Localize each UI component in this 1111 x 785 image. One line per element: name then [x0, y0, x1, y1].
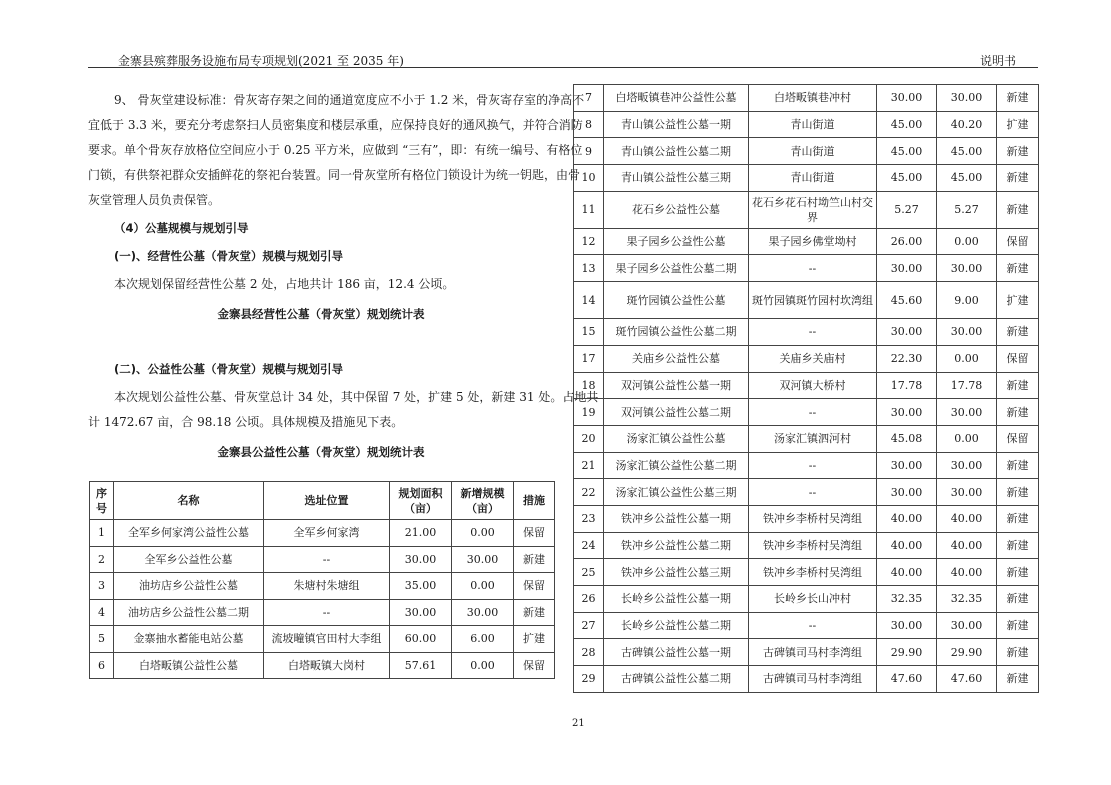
- cell-new: 30.00: [937, 479, 997, 506]
- cell-seq: 24: [574, 532, 604, 559]
- header-measure: 措施: [514, 482, 555, 520]
- table-header-row: [90, 482, 555, 520]
- cell-measure: 新建: [514, 599, 555, 626]
- cell-site: 铁冲乡李桥村吴湾组: [749, 532, 877, 559]
- cell-seq: 3: [90, 573, 114, 600]
- sub2-line-2: 计 1472.67 亩，合 98.18 公顷。具体规模及措施见下表。: [88, 415, 404, 429]
- cell-new: 17.78: [937, 372, 997, 399]
- cell-measure: 新建: [997, 612, 1039, 639]
- cell-seq: 20: [574, 425, 604, 452]
- cell-measure: 新建: [997, 165, 1039, 192]
- cell-site: 青山街道: [749, 138, 877, 165]
- cell-measure: 新建: [997, 479, 1039, 506]
- cell-area: 35.00: [390, 573, 452, 600]
- header-rule: [88, 67, 1038, 68]
- document-type: 说明书: [980, 54, 1017, 68]
- cell-seq: 15: [574, 319, 604, 346]
- cell-measure: 扩建: [997, 111, 1039, 138]
- cell-seq: 12: [574, 228, 604, 255]
- cell-measure: 保留: [997, 425, 1039, 452]
- cell-name: 青山镇公益性公墓一期: [604, 111, 749, 138]
- cell-site: 斑竹园镇斑竹园村坎湾组: [749, 282, 877, 319]
- table-row: [574, 138, 1039, 165]
- cell-seq: 25: [574, 559, 604, 586]
- document-title: 金寨县殡葬服务设施布局专项规划(2021 至 2035 年): [118, 54, 404, 68]
- cell-new: 0.00: [452, 520, 514, 547]
- cell-new: 30.00: [937, 612, 997, 639]
- cell-measure: 保留: [997, 228, 1039, 255]
- cell-area: 30.00: [390, 546, 452, 573]
- cell-site: --: [749, 479, 877, 506]
- cell-area: 17.78: [877, 372, 937, 399]
- cell-measure: 新建: [997, 138, 1039, 165]
- cell-seq: 27: [574, 612, 604, 639]
- table-row: [574, 505, 1039, 532]
- section-4-heading: （4）公墓规模与规划引导: [114, 221, 249, 235]
- table-row: [574, 452, 1039, 479]
- cell-area: 45.00: [877, 138, 937, 165]
- cell-name: 古碑镇公益性公墓二期: [604, 666, 749, 693]
- cell-new: 5.27: [937, 191, 997, 228]
- cell-measure: 新建: [997, 452, 1039, 479]
- cell-site: 铁冲乡李桥村吴湾组: [749, 505, 877, 532]
- cell-name: 油坊店乡公益性公墓二期: [114, 599, 264, 626]
- cell-name: 花石乡公益性公墓: [604, 191, 749, 228]
- cell-measure: 保留: [514, 573, 555, 600]
- cell-area: 21.00: [390, 520, 452, 547]
- cell-seq: 5: [90, 626, 114, 653]
- cell-new: 0.00: [937, 228, 997, 255]
- header-site: 选址位置: [264, 482, 390, 520]
- cell-name: 白塔畈镇巷冲公益性公墓: [604, 85, 749, 112]
- cell-measure: 扩建: [514, 626, 555, 653]
- cell-new: 45.00: [937, 165, 997, 192]
- cell-measure: 新建: [997, 399, 1039, 426]
- cell-new: 32.35: [937, 586, 997, 613]
- table-row: [574, 228, 1039, 255]
- cell-measure: 新建: [997, 85, 1039, 112]
- cell-area: 45.60: [877, 282, 937, 319]
- cell-measure: 扩建: [997, 282, 1039, 319]
- cell-new: 40.00: [937, 505, 997, 532]
- cell-measure: 新建: [997, 255, 1039, 282]
- cell-site: 全军乡何家湾: [264, 520, 390, 547]
- header-new-scale: 新增规模（亩）: [452, 482, 514, 520]
- cell-area: 29.90: [877, 639, 937, 666]
- table-row: [574, 191, 1039, 228]
- cell-new: 6.00: [452, 626, 514, 653]
- cell-seq: 21: [574, 452, 604, 479]
- cell-measure: 保留: [997, 345, 1039, 372]
- public-cemetery-table-part1: [89, 481, 555, 679]
- cell-seq: 9: [574, 138, 604, 165]
- cell-site: 青山街道: [749, 165, 877, 192]
- table-row: [90, 626, 555, 653]
- table2-title: 金寨县公益性公墓（骨灰堂）规划统计表: [217, 445, 425, 459]
- table-row: [574, 255, 1039, 282]
- cell-name: 全军乡公益性公墓: [114, 546, 264, 573]
- cell-seq: 10: [574, 165, 604, 192]
- table-row: [574, 319, 1039, 346]
- table-row: [574, 345, 1039, 372]
- cell-measure: 新建: [997, 532, 1039, 559]
- cell-site: 关庙乡关庙村: [749, 345, 877, 372]
- cell-name: 长岭乡公益性公墓二期: [604, 612, 749, 639]
- cell-new: 0.00: [452, 573, 514, 600]
- cell-seq: 8: [574, 111, 604, 138]
- cell-seq: 13: [574, 255, 604, 282]
- table-row: [90, 599, 555, 626]
- table-row: [574, 111, 1039, 138]
- cell-seq: 19: [574, 399, 604, 426]
- cell-measure: 保留: [514, 520, 555, 547]
- cell-site: 白塔畈镇巷冲村: [749, 85, 877, 112]
- item9-line-4: 门锁，有供祭祀群众安插鲜花的祭祀台装置。同一骨灰堂所有格位门锁设计为统一钥匙，由骨: [88, 168, 581, 182]
- cell-name: 双河镇公益性公墓一期: [604, 372, 749, 399]
- cell-area: 45.00: [877, 111, 937, 138]
- cell-area: 30.00: [877, 399, 937, 426]
- cell-new: 29.90: [937, 639, 997, 666]
- cell-site: 流坡疃镇官田村大李组: [264, 626, 390, 653]
- item9-line-1: 9、 骨灰堂建设标准：骨灰寄存架之间的通道宽度应不小于 1.2 米，骨灰寄存室的净高不: [114, 93, 585, 107]
- cell-name: 白塔畈镇公益性公墓: [114, 652, 264, 679]
- cell-site: 汤家汇镇泗河村: [749, 425, 877, 452]
- table-row: [574, 372, 1039, 399]
- cell-seq: 11: [574, 191, 604, 228]
- item9-line-5: 灰堂管理人员负责保管。: [88, 193, 221, 207]
- cell-area: 45.00: [877, 165, 937, 192]
- cell-area: 30.00: [390, 599, 452, 626]
- cell-new: 30.00: [937, 399, 997, 426]
- cell-name: 果子园乡公益性公墓二期: [604, 255, 749, 282]
- cell-name: 斑竹园镇公益性公墓: [604, 282, 749, 319]
- cell-seq: 4: [90, 599, 114, 626]
- cell-name: 青山镇公益性公墓三期: [604, 165, 749, 192]
- cell-area: 40.00: [877, 559, 937, 586]
- cell-name: 金寨抽水蓄能电站公墓: [114, 626, 264, 653]
- table-row: [574, 586, 1039, 613]
- cell-area: 32.35: [877, 586, 937, 613]
- public-cemetery-table-part2: [573, 84, 1039, 693]
- table-row: [574, 282, 1039, 319]
- cell-site: 朱塘村朱塘组: [264, 573, 390, 600]
- cell-site: --: [749, 452, 877, 479]
- cell-name: 长岭乡公益性公墓一期: [604, 586, 749, 613]
- cell-seq: 2: [90, 546, 114, 573]
- cell-site: 果子园乡佛堂坳村: [749, 228, 877, 255]
- table-row: [574, 425, 1039, 452]
- cell-name: 汤家汇镇公益性公墓: [604, 425, 749, 452]
- cell-new: 0.00: [937, 425, 997, 452]
- cell-area: 26.00: [877, 228, 937, 255]
- cell-area: 5.27: [877, 191, 937, 228]
- cell-seq: 22: [574, 479, 604, 506]
- cell-seq: 18: [574, 372, 604, 399]
- cell-area: 30.00: [877, 452, 937, 479]
- cell-new: 30.00: [452, 546, 514, 573]
- cell-site: --: [749, 399, 877, 426]
- cell-new: 30.00: [452, 599, 514, 626]
- cell-name: 铁冲乡公益性公墓三期: [604, 559, 749, 586]
- cell-name: 铁冲乡公益性公墓一期: [604, 505, 749, 532]
- cell-area: 30.00: [877, 479, 937, 506]
- cell-new: 40.00: [937, 532, 997, 559]
- cell-new: 30.00: [937, 85, 997, 112]
- table-row: [574, 639, 1039, 666]
- header-area: 规划面积（亩）: [390, 482, 452, 520]
- cell-area: 40.00: [877, 505, 937, 532]
- header-name: 名称: [114, 482, 264, 520]
- cell-seq: 29: [574, 666, 604, 693]
- table-row: [574, 399, 1039, 426]
- sub1-text: 本次规划保留经营性公墓 2 处，占地共计 186 亩，12.4 公顷。: [114, 277, 455, 291]
- cell-site: 古碑镇司马村李湾组: [749, 666, 877, 693]
- table-row: [90, 546, 555, 573]
- cell-area: 40.00: [877, 532, 937, 559]
- cell-name: 油坊店乡公益性公墓: [114, 573, 264, 600]
- cell-seq: 23: [574, 505, 604, 532]
- cell-area: 47.60: [877, 666, 937, 693]
- cell-new: 0.00: [452, 652, 514, 679]
- cell-seq: 17: [574, 345, 604, 372]
- cell-name: 汤家汇镇公益性公墓二期: [604, 452, 749, 479]
- cell-name: 汤家汇镇公益性公墓三期: [604, 479, 749, 506]
- header-seq: 序号: [90, 482, 114, 520]
- cell-site: 铁冲乡李桥村吴湾组: [749, 559, 877, 586]
- cell-name: 关庙乡公益性公墓: [604, 345, 749, 372]
- cell-measure: 新建: [997, 639, 1039, 666]
- table-row: [574, 559, 1039, 586]
- cell-name: 斑竹园镇公益性公墓二期: [604, 319, 749, 346]
- cell-area: 30.00: [877, 255, 937, 282]
- cell-new: 30.00: [937, 255, 997, 282]
- table-row: [90, 573, 555, 600]
- cell-area: 45.08: [877, 425, 937, 452]
- cell-name: 全军乡何家湾公益性公墓: [114, 520, 264, 547]
- sub2-heading: (二)、公益性公墓（骨灰堂）规模与规划引导: [114, 362, 344, 376]
- cell-new: 0.00: [937, 345, 997, 372]
- page-number: 21: [572, 718, 585, 729]
- cell-area: 30.00: [877, 319, 937, 346]
- cell-site: --: [749, 319, 877, 346]
- cell-area: 60.00: [390, 626, 452, 653]
- table-row: [574, 612, 1039, 639]
- table-row: [574, 479, 1039, 506]
- item9-line-2: 宜低于 3.3 米，要充分考虑祭扫人员密集度和楼层承重，应保持良好的通风换气，并符合消防: [88, 118, 583, 132]
- table-row: [574, 532, 1039, 559]
- cell-new: 45.00: [937, 138, 997, 165]
- cell-new: 9.00: [937, 282, 997, 319]
- cell-measure: 新建: [997, 666, 1039, 693]
- cell-site: 古碑镇司马村李湾组: [749, 639, 877, 666]
- cell-new: 40.00: [937, 559, 997, 586]
- cell-site: --: [749, 612, 877, 639]
- cell-measure: 保留: [514, 652, 555, 679]
- cell-new: 30.00: [937, 452, 997, 479]
- cell-site: 白塔畈镇大岗村: [264, 652, 390, 679]
- cell-name: 双河镇公益性公墓二期: [604, 399, 749, 426]
- cell-measure: 新建: [997, 372, 1039, 399]
- cell-measure: 新建: [997, 191, 1039, 228]
- cell-site: --: [749, 255, 877, 282]
- cell-new: 40.20: [937, 111, 997, 138]
- cell-site: 长岭乡长山冲村: [749, 586, 877, 613]
- cell-new: 30.00: [937, 319, 997, 346]
- cell-seq: 14: [574, 282, 604, 319]
- table-row: [574, 165, 1039, 192]
- table-row: [574, 85, 1039, 112]
- table-row: [574, 666, 1039, 693]
- cell-measure: 新建: [997, 505, 1039, 532]
- sub2-line-1: 本次规划公益性公墓、骨灰堂总计 34 处，其中保留 7 处，扩建 5 处，新建 31 处。占地共: [114, 390, 599, 404]
- table-row: [90, 652, 555, 679]
- cell-area: 30.00: [877, 612, 937, 639]
- table-row: [90, 520, 555, 547]
- cell-site: 双河镇大桥村: [749, 372, 877, 399]
- cell-site: 青山街道: [749, 111, 877, 138]
- cell-name: 果子园乡公益性公墓: [604, 228, 749, 255]
- cell-seq: 1: [90, 520, 114, 547]
- cell-area: 30.00: [877, 85, 937, 112]
- cell-measure: 新建: [997, 586, 1039, 613]
- cell-area: 22.30: [877, 345, 937, 372]
- table1-title: 金寨县经营性公墓（骨灰堂）规划统计表: [217, 307, 425, 321]
- cell-area: 57.61: [390, 652, 452, 679]
- cell-name: 铁冲乡公益性公墓二期: [604, 532, 749, 559]
- cell-name: 古碑镇公益性公墓一期: [604, 639, 749, 666]
- cell-seq: 28: [574, 639, 604, 666]
- cell-site: --: [264, 599, 390, 626]
- cell-measure: 新建: [997, 559, 1039, 586]
- cell-measure: 新建: [514, 546, 555, 573]
- cell-new: 47.60: [937, 666, 997, 693]
- cell-site: 花石乡花石村坳竺山村交界: [749, 191, 877, 228]
- cell-seq: 26: [574, 586, 604, 613]
- cell-seq: 7: [574, 85, 604, 112]
- cell-measure: 新建: [997, 319, 1039, 346]
- cell-site: --: [264, 546, 390, 573]
- cell-seq: 6: [90, 652, 114, 679]
- cell-name: 青山镇公益性公墓二期: [604, 138, 749, 165]
- sub1-heading: (一)、经营性公墓（骨灰堂）规模与规划引导: [114, 249, 344, 263]
- item9-line-3: 要求。单个骨灰存放格位空间应小于 0.25 平方米，应做到 “三有”，即：有统一编号、有格位: [88, 143, 583, 157]
